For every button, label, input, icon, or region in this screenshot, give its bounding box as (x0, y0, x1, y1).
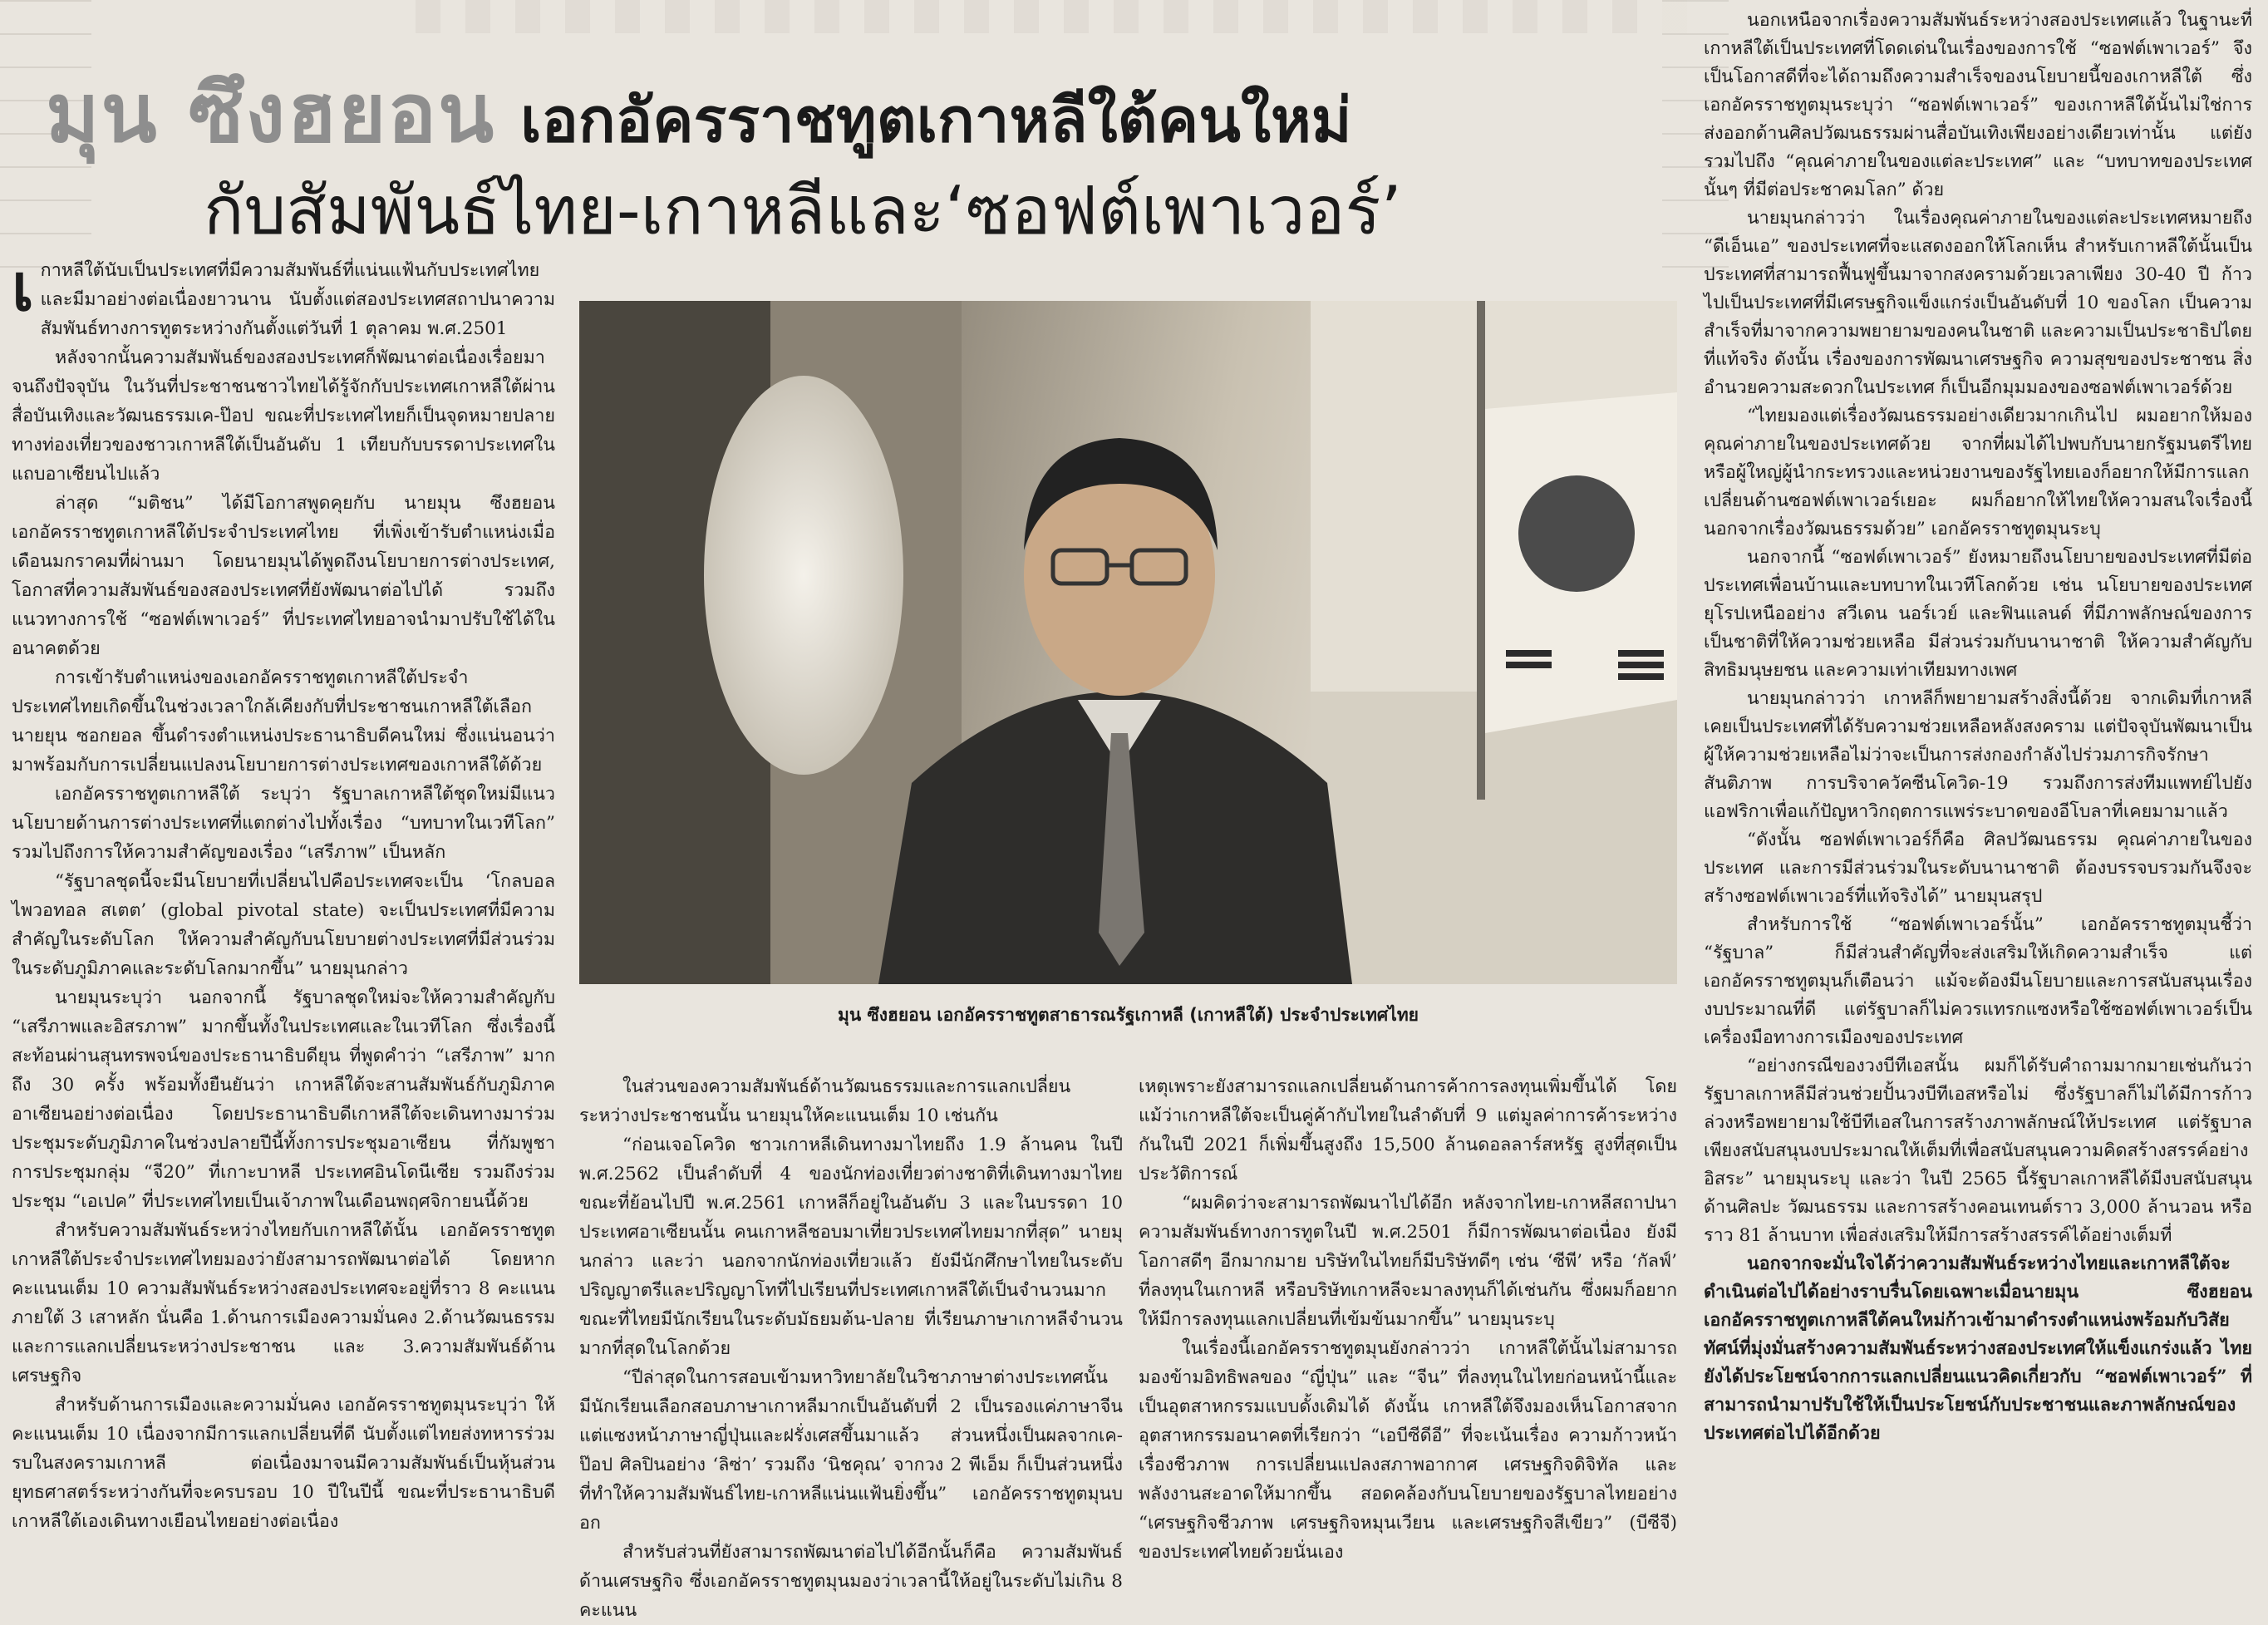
orchid-flowers (704, 376, 903, 775)
headline-title: เอกอัครราชทูตเกาหลีใต้คนใหม่ (520, 85, 1352, 156)
paragraph: หลังจากนั้นความสัมพันธ์ของสองประเทศก็พัฒนาต่อเนื่องเรื่อยมาจนถึงปัจจุบัน ในวันที่ประชาชนชาวไทยได้รู้จักกับประเทศเกาหลีใต้ผ่านสื่อบันเทิงและวัฒนธรรมเค-ป๊อป ขณะที่ประเทศไทยก็เป็นจุดหมายปลายทางท่องเที่ยวของชาวเกาหลีใต้เป็นอันดับ 1 เทียบกับบรรดาประเทศในแถบอาเซียนไปแล้ว (12, 347, 555, 485)
flag-pole (1477, 301, 1485, 800)
paragraph: นายมุนกล่าวว่า ในเรื่องคุณค่าภายในของแต่ละประเทศหมายถึง “ดีเอ็นเอ” ของประเทศที่จะแสดงออกให้โลกเห็น สำหรับเกาหลีใต้นั้นเป็นประเทศที่สามารถฟื้นฟูขึ้นมาจากสงครามด้วยเวลาเพียง 30-40 ปี ก้าวไปเป็นประเทศที่มีเศรษฐกิจแข็งแกร่งเป็นอันดับที่ 10 ของโลก เป็นความสำเร็จที่มาจากความพยายามของคนในชาติ และความเป็นประชาธิปไตยที่แท้จริง ดังนั้น เรื่องของการพัฒนาเศรษฐกิจ ความสุขของประชาชน สิ่งอำนวยความสะดวกในประเทศ ก็เป็นอีกมุมมองของซอฟต์เพาเวอร์ด้วย (1704, 208, 2252, 398)
article-column-4 (1704, 7, 2252, 1448)
paragraph: “ก่อนเจอโควิด ชาวเกาหลีเดินทางมาไทยถึง 1.9 ล้านคน ในปี พ.ศ.2562 เป็นลำดับที่ 4 ของนักท่องเที่ยวต่างชาติที่เดินทางมาไทย ขณะที่ย้อนไปปี พ.ศ.2561 เกาหลีก็อยู่ในอันดับ 3 และในบรรดา 10 ประเทศอาเซียนนั้น คนเกาหลีชอบมาเที่ยวประเทศไทยมากที่สุด” นายมุนกล่าว และว่า นอกจากนักท่องเที่ยวแล้ว ยังมีนักศึกษาไทยในระดับปริญญาตรีและปริญญาโทที่ไปเรียนที่ประเทศเกาหลีใต้เป็นจำนวนมาก ขณะที่ไทยมีนักเรียนในระดับมัธยมต้น-ปลาย ที่เรียนภาษาเกาหลีจำนวนมากที่สุดในโลกด้วย (579, 1135, 1123, 1359)
paragraph: นอกจากจะมั่นใจได้ว่าความสัมพันธ์ระหว่างไทยและเกาหลีใต้จะดำเนินต่อไปได้อย่างราบรื่นโดยเฉพาะเมื่อนายมุน ซึงฮยอน เอกอัครราชทูตเกาหลีใต้คนใหม่ก้าวเข้ามาดำรงตำแหน่งพร้อมกับวิสัยทัศน์ที่มุ่งมั่นสร้างความสัมพันธ์ระหว่างสองประเทศให้แข็งแกร่งแล้ว ไทยยังได้ประโยชน์จากการแลกเปลี่ยนแนวคิดเกี่ยวกับ “ซอฟต์เพาเวอร์” ที่สามารถนำมาปรับใช้ให้เป็นประโยชน์กับประชาชนและภาพลักษณ์ของประเทศต่อไปได้อีกด้วย (1704, 1253, 2252, 1444)
article-column-1 (12, 251, 555, 1536)
article-column-2 (579, 1072, 1123, 1625)
photo-illustration (579, 301, 1677, 984)
paragraph: เอกอัครราชทูตเกาหลีใต้ ระบุว่า รัฐบาลเกาหลีใต้ชุดใหม่มีแนวนโยบายด้านการต่างประเทศที่แตกต่างไปทั้งเรื่อง “บทบาทในเวทีโลก” รวมไปถึงการให้ความสำคัญของเรื่อง “เสรีภาพ” เป็นหลัก (12, 784, 555, 863)
paragraph (12, 251, 555, 343)
photo-caption: มุน ซึงฮยอน เอกอัครราชทูตสาธารณรัฐเกาหลี (เกาหลีใต้) ประจำประเทศไทย (838, 1005, 1419, 1025)
paragraph: “ดังนั้น ซอฟต์เพาเวอร์ก็คือ ศิลปวัฒนธรรม คุณค่าภายในของประเทศ และการมีส่วนร่วมในระดับนานาชาติ ต้องบรรจบรวมกันจึงจะสร้างซอฟต์เพาเวอร์ที่แท้จริงได้” นายมุนสรุป (1704, 830, 2252, 907)
sofa (1311, 692, 1677, 984)
paragraph: สำหรับส่วนที่ยังสามารถพัฒนาต่อไปได้อีกนั้นก็คือ ความสัมพันธ์ด้านเศรษฐกิจ ซึ่งเอกอัครราชทูตมุนมองว่าเวลานี้ให้อยู่ในระดับไม่เกิน 8 คะแนน (579, 1542, 1123, 1621)
adjacent-page-bleed-top (416, 0, 1704, 33)
paragraph: สำหรับด้านการเมืองและความมั่นคง เอกอัครราชทูตมุนระบุว่า ให้คะแนนเต็ม 10 เนื่องจากมีการแลกเปลี่ยนที่ดี นับตั้งแต่ไทยส่งทหารร่วมรบในสงครามเกาหลี ต่อเนื่องมาจนมีความสัมพันธ์เป็นหุ้นส่วนยุทธศาสตร์ระหว่างกันที่จะครบรอบ 10 ปีในปีนี้ ขณะที่ประธานาธิบดีเกาหลีใต้เองเดินทางเยือนไทยอย่างต่อเนื่อง (12, 1395, 555, 1532)
paragraph: “ผมคิดว่าจะสามารถพัฒนาไปได้อีก หลังจากไทย-เกาหลีสถาปนาความสัมพันธ์ทางการทูตในปี พ.ศ.2501 ก็มีการพัฒนาต่อเนื่อง ยังมีโอกาสดีๆ อีกมากมาย บริษัทในไทยก็มีบริษัทดีๆ เช่น ‘ซีพี’ หรือ ‘กัลฟ์’ ที่ลงทุนในเกาหลี หรือบริษัทเกาหลีจะมาลงทุนก็ได้เช่นกัน ซึ่งผมก็อยากให้มีการลงทุนแลกเปลี่ยนที่เข้มข้นมากขึ้น” นายมุนระบุ (1139, 1193, 1677, 1330)
paragraph: ในเรื่องนี้เอกอัครราชทูตมุนยังกล่าวว่า เกาหลีใต้นั้นไม่สามารถมองข้ามอิทธิพลของ “ญี่ปุ่น” และ “จีน” ที่ลงทุนในไทยก่อนหน้านี้และเป็นอุตสาหกรรมแบบดั้งเดิมได้ ดังนั้น เกาหลีใต้จึงมองเห็นโอกาสจากอุตสาหกรรมอนาคตที่เรียกว่า “เอบีซีดีอี” ที่จะเน้นเรื่อง ความก้าวหน้าเรื่องชีวภาพ การเปลี่ยนแปลงสภาพอากาศ เศรษฐกิจดิจิทัล และพลังงานสะอาดให้มากขึ้น สอดคล้องกับนโยบายของรัฐบาลไทยอย่าง “เศรษฐกิจชีวภาพ เศรษฐกิจหมุนเวียน และเศรษฐกิจสีเขียว” (บีซีจี) ของประเทศไทยด้วยนั่นเอง (1139, 1338, 1677, 1563)
paragraph: นายมุนระบุว่า นอกจากนี้ รัฐบาลชุดใหม่จะให้ความสำคัญกับ “เสรีภาพและอิสรภาพ” มากขึ้นทั้งในประเทศและในเวทีโลก ซึ่งเรื่องนี้สะท้อนผ่านสุนทรพจน์ของประธานาธิบดียุน ที่พูดคำว่า “เสรีภาพ” มากถึง 30 ครั้ง พร้อมทั้งยืนยันว่า เกาหลีใต้จะสานสัมพันธ์กับภูมิภาคอาเซียนอย่างต่อเนื่อง โดยประธานาธิบดีเกาหลีใต้จะเดินทางมาร่วมประชุมระดับภูมิภาคในช่วงปลายปีนี้ทั้งการประชุมอาเซียน ที่กัมพูชา การประชุมกลุ่ม “จี20” ที่เกาะบาหลี ประเทศอินโดนีเซีย รวมถึงร่วมประชุม “เอเปค” ที่ประเทศไทยเป็นเจ้าภาพในเดือนพฤศจิกายนนี้ด้วย (12, 987, 555, 1212)
paragraph: สำหรับความสัมพันธ์ระหว่างไทยกับเกาหลีใต้นั้น เอกอัครราชทูตเกาหลีใต้ประจำประเทศไทยมองว่ายังสามารถพัฒนาต่อได้ โดยหากคะแนนเต็ม 10 ความสัมพันธ์ระหว่างสองประเทศจะอยู่ที่ราว 8 คะแนน ภายใต้ 3 เสาหลัก นั่นคือ 1.ด้านการเมืองความมั่นคง 2.ด้านวัฒนธรรมและการแลกเปลี่ยนระหว่างประชาชน และ 3.ความสัมพันธ์ด้านเศรษฐกิจ (12, 1220, 555, 1386)
paragraph: การเข้ารับตำแหน่งของเอกอัครราชทูตเกาหลีใต้ประจำประเทศไทยเกิดขึ้นในช่วงเวลาใกล้เคียงกับที่ประชาชนเกาหลีใต้เลือก นายยุน ซอกยอล ขึ้นดำรงตำแหน่งประธานาธิบดีคนใหม่ ซึ่งแน่นอนว่ามาพร้อมกับการเปลี่ยนแปลงนโยบายการต่างประเทศของเกาหลีใต้ด้วย (12, 667, 555, 776)
headline-name: มุน ซึงฮยอน (46, 66, 496, 161)
drop-cap: เ (12, 251, 34, 326)
paragraph: สำหรับการใช้ “ซอฟต์เพาเวอร์นั้น” เอกอัครราชทูตมุนชี้ว่า “รัฐบาล” ก็มีส่วนสำคัญที่จะส่งเสริมให้เกิดความสำเร็จ แต่เอกอัครราชทูตมุนก็เตือนว่า แม้จะต้องมีนโยบายและการสนับสนุนเรื่องงบประมาณที่ดี แต่รัฐบาลก็ไม่ควรแทรกแซงหรือใช้ซอฟต์เพาเวอร์เป็นเครื่องมือทางการเมืองของประเทศ (1704, 914, 2252, 1048)
paragraph: นอกเหนือจากเรื่องความสัมพันธ์ระหว่างสองประเทศแล้ว ในฐานะที่เกาหลีใต้เป็นประเทศที่โดดเด่นในเรื่องของการใช้ “ซอฟต์เพาเวอร์” จึงเป็นโอกาสดีที่จะได้ถามถึงความสำเร็จของนโยบายนี้ของเกาหลีใต้ ซึ่งเอกอัครราชทูตมุนระบุว่า “ซอฟต์เพาเวอร์” ของเกาหลีใต้นั้นไม่ใช่การส่งออกด้านศิลปวัฒนธรรมผ่านสื่อบันเทิงเพียงอย่างเดียวเท่านั้น แต่ยังรวมไปถึง “คุณค่าภายในของแต่ละประเทศ” และ “บทบาทของประเทศนั้นๆ ที่มีต่อประชาคมโลก” ด้วย (1704, 10, 2252, 200)
paragraph: ในส่วนของความสัมพันธ์ด้านวัฒนธรรมและการแลกเปลี่ยนระหว่างประชาชนนั้น นายมุนให้คะแนนเต็ม 10 เช่นกัน (579, 1076, 1071, 1126)
article-column-3 (1139, 1072, 1677, 1567)
paragraph: นอกจากนี้ “ซอฟต์เพาเวอร์” ยังหมายถึงนโยบายของประเทศที่มีต่อประเทศเพื่อนบ้านและบทบาทในเวทีโลกด้วย เช่น นโยบายของประเทศยุโรปเหนืออย่าง สวีเดน นอร์เวย์ และฟินแลนด์ ที่มีภาพลักษณ์ของการเป็นชาติที่ให้ความช่วยเหลือ มีส่วนร่วมกับนานาชาติ ให้ความสำคัญกับสิทธิมนุษยชน และความเท่าเทียมทางเพศ (1704, 547, 2252, 681)
paragraph-text-visible: กาหลีใต้นับเป็นประเทศที่มีความสัมพันธ์ที่แน่นแฟ้นกับประเทศไทยและมีมาอย่างต่อเนื่องยาวนาน นับตั้งแต่สองประเทศสถาปนาความสัมพันธ์ทางการทูตระหว่างกันตั้งแต่วันที่ 1 ตุลาคม พ.ศ.2501 (40, 260, 555, 339)
ambassador-photo (579, 301, 1677, 984)
flag-taegeuk (1518, 475, 1635, 592)
paragraph: “ปีล่าสุดในการสอบเข้ามหาวิทยาลัยในวิชาภาษาต่างประเทศนั้น มีนักเรียนเลือกสอบภาษาเกาหลีมากเป็นอันดับที่ 2 เป็นรองแค่ภาษาจีน แต่แซงหน้าภาษาญี่ปุ่นและฝรั่งเศสขึ้นมาแล้ว ส่วนหนึ่งเป็นผลจากเค-ป๊อป ศิลปินอย่าง ‘ลิซ่า’ รวมถึง ‘นิชคุณ’ จากวง 2 พีเอ็ม ก็เป็นส่วนหนึ่งที่ทำให้ความสัมพันธ์ไทย-เกาหลีแน่นแฟ้นยิ่งขึ้น” เอกอัครราชทูตมุนบอก (579, 1367, 1123, 1534)
paragraph: นายมุนกล่าวว่า เกาหลีก็พยายามสร้างสิ่งนี้ด้วย จากเดิมที่เกาหลีเคยเป็นประเทศที่ได้รับความช่วยเหลือหลังสงคราม แต่ปัจจุบันพัฒนาเป็นผู้ให้ความช่วยเหลือไม่ว่าจะเป็นการส่งกองกำลังไปร่วมภารกิจรักษาสันติภาพ การบริจาควัคซีนโควิด-19 รวมถึงการส่งทีมแพทย์ไปยังแอฟริกาเพื่อแก้ปัญหาวิกฤตการแพร่ระบาดของอีโบลาที่เคยมามาแล้ว (1704, 688, 2252, 822)
paragraph: “อย่างกรณีของวงบีทีเอสนั้น ผมก็ได้รับคำถามมากมายเช่นกันว่ารัฐบาลเกาหลีมีส่วนช่วยปั้นวงบีทีเอสหรือไม่ ซึ่งรัฐบาลก็ไม่ได้มีการก้าวล่วงหรือพยายามใช้บีทีเอสในการสร้างภาพลักษณ์ให้ประเทศ แต่รัฐบาลเพียงสนับสนุนงบประมาณให้เต็มที่เพื่อสนับสนุนความคิดสร้างสรรค์อย่างอิสระ” นายมุนระบุ และว่า ในปี 2565 นี้รัฐบาลเกาหลีได้มีงบสนับสนุนด้านศิลปะ วัฒนธรรม และการสร้างคอนเทนต์ราว 3,000 ล้านวอน หรือราว 81 ล้านบาท เพื่อส่งเสริมให้มีการสร้างสรรค์ได้อย่างเต็มที่ (1704, 1056, 2252, 1246)
paragraph: เหตุเพราะยังสามารถแลกเปลี่ยนด้านการค้าการลงทุนเพิ่มขึ้นได้ โดยแม้ว่าเกาหลีใต้จะเป็นคู่ค้ากับไทยในลำดับที่ 9 แต่มูลค่าการค้าระหว่างกันในปี 2021 ก็เพิ่มขึ้นสูงถึง 15,500 ล้านดอลลาร์สหรัฐ สูงที่สุดเป็นประวัติการณ์ (1139, 1076, 1677, 1184)
paragraph: “ไทยมองแต่เรื่องวัฒนธรรมอย่างเดียวมากเกินไป ผมอยากให้มองคุณค่าภายในของประเทศด้วย จากที่ผมได้ไปพบกับนายกรัฐมนตรีไทย หรือผู้ใหญ่ผู้นำกระทรวงและหน่วยงานของรัฐไทยเองก็อยากให้มีการแลกเปลี่ยนด้านซอฟต์เพาเวอร์เยอะ ผมก็อยากให้ไทยให้ความสนใจเรื่องนี้ นอกจากเรื่องวัฒนธรรมด้วย” เอกอัครราชทูตมุนระบุ (1704, 406, 2252, 539)
paragraph: “รัฐบาลชุดนี้จะมีนโยบายที่เปลี่ยนไปคือประเทศจะเป็น ‘โกลบอล ไพวอทอล สเตต’ (global pivotal state) จะเป็นประเทศที่มีความสำคัญในระดับโลก ให้ความสำคัญกับนโยบายต่างประเทศที่มีส่วนร่วมในระดับภูมิภาคและระดับโลกมากขึ้น” นายมุนกล่าว (12, 871, 555, 979)
headline-subtitle: กับสัมพันธ์ไทย-เกาหลีและ‘ซอฟต์เพาเวอร์’ (204, 172, 1402, 249)
paragraph: ล่าสุด “มติชน” ได้มีโอกาสพูดคุยกับ นายมุน ซึงฮยอน เอกอัครราชทูตเกาหลีใต้ประจำประเทศไทย ที่เพิ่งเข้ารับตำแหน่งเมื่อเดือนมกราคมที่ผ่านมา โดยนายมุนได้พูดถึงนโยบายการต่างประเทศ, โอกาสที่ความสัมพันธ์ของสองประเทศที่ยังพัฒนาต่อไปได้ รวมถึงแนวทางการใช้ “ซอฟต์เพาเวอร์” ที่ประเทศไทยอาจนำมาปรับใช้ได้ในอนาคตด้วย (12, 493, 555, 659)
